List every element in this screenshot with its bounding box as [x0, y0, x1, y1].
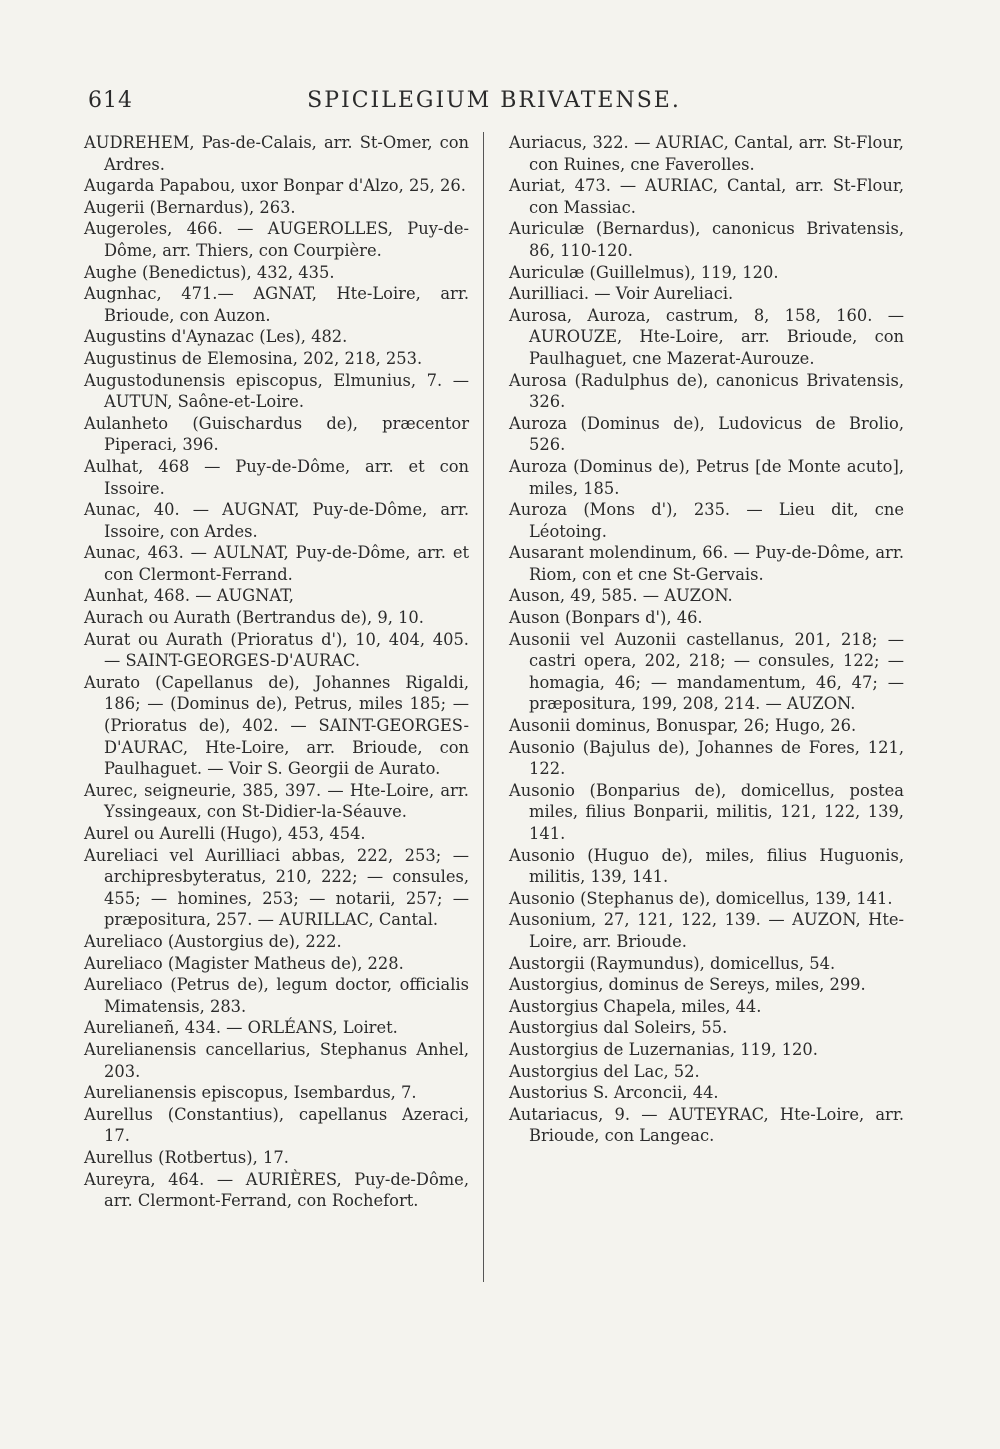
index-entry: Aureliaco (Austorgius de), 222.: [84, 931, 342, 951]
index-entry: Aughe (Benedictus), 432, 435.: [84, 262, 335, 282]
index-entry: Ausarant molendinum, 66. — Puy-de-Dôme, arr. Riom, con et cne St-Gervais.: [509, 543, 904, 584]
index-entry: Aunac, 40. — AUGNAT, Puy-de-Dôme, arr. Issoire, con Ardes.: [84, 500, 469, 541]
index-entry: Aurec, seigneurie, 385, 397. — Hte-Loire, arr. Yssingeaux, con St-Didier-la-Séauve.: [84, 780, 469, 822]
index-entry: Aurelianensis cancellarius, Stephanus Anhel, 203.: [84, 1039, 469, 1081]
index-entry: Auriacus, 322. — AURIAC, Cantal, arr. St-Flour, con Ruines, cne Faverolles.: [509, 133, 904, 174]
index-entry: Austorgius dal Soleirs, 55.: [509, 1018, 728, 1038]
index-entry: Ausonio (Stephanus de), domicellus, 139, 141.: [509, 888, 893, 908]
index-entry: Auroza (Mons d'), 235. — Lieu dit, cne Léotoing.: [509, 500, 904, 541]
index-entry: Aureliaci vel Aurilliaci abbas, 222, 253; — archipresbyteratus, 210, 222; — consules, 455; — homines, 253; — notarii, 257; — præpositura, 257. — AURILLAC, Cantal.: [84, 845, 469, 930]
index-entry: Augustins d'Aynazac (Les), 482.: [84, 327, 348, 347]
index-entry: Austorius S. Arconcii, 44.: [509, 1083, 719, 1103]
index-entry: Augnhac, 471.— AGNAT, Hte-Loire, arr. Brioude, con Auzon.: [84, 284, 469, 325]
index-entry: Aunac, 463. — AULNAT, Puy-de-Dôme, arr. et con Clermont-Ferrand.: [84, 543, 469, 584]
index-entry: Austorgius, dominus de Sereys, miles, 299.: [509, 975, 866, 995]
index-column-right: [509, 132, 904, 1147]
index-entry: Auriat, 473. — AURIAC, Cantal, arr. St-Flour, con Massiac.: [509, 176, 904, 217]
index-entry: Ausonio (Bajulus de), Johannes de Fores, 121, 122.: [509, 737, 904, 779]
column-divider: [483, 132, 484, 1282]
index-entry: Austorgius Chapela, miles, 44.: [509, 996, 762, 1016]
index-entry: Austorgius de Luzernanias, 119, 120.: [509, 1039, 818, 1059]
index-entry: Autariacus, 9. — AUTEYRAC, Hte-Loire, arr. Brioude, con Langeac.: [509, 1104, 904, 1146]
index-entry: Aurach ou Aurath (Bertrandus de), 9, 10.: [84, 608, 424, 628]
index-entry: Austorgius del Lac, 52.: [509, 1061, 700, 1081]
index-entry: Aurato (Capellanus de), Johannes Rigaldi, 186; — (Dominus de), Petrus, miles 185; — (Prioratus de), 402. — SAINT-GEORGES-D'AURAC, Hte-Loire, arr. Brioude, con Paulhaguet. — Voir S. Georgii de Aurato.: [84, 672, 469, 779]
index-entry: AUDREHEM, Pas-de-Calais, arr. St-Omer, con Ardres.: [84, 133, 469, 174]
index-entry: Aurellus (Constantius), capellanus Azeraci, 17.: [84, 1104, 469, 1146]
index-entry: Auroza (Dominus de), Petrus [de Monte acuto], miles, 185.: [509, 456, 904, 498]
index-entry: Augarda Papabou, uxor Bonpar d'Alzo, 25, 26.: [84, 176, 466, 196]
index-entry: Aureliaco (Magister Matheus de), 228.: [84, 953, 404, 973]
index-entry: Aunhat, 468. — AUGNAT,: [84, 586, 294, 606]
index-entry: Auson, 49, 585. — AUZON.: [509, 586, 733, 606]
index-entry: Ausonium, 27, 121, 122, 139. — AUZON, Hte-Loire, arr. Brioude.: [509, 910, 904, 951]
index-entry: Aulhat, 468 — Puy-de-Dôme, arr. et con Issoire.: [84, 456, 469, 498]
index-entry: Aurelianensis episcopus, Isembardus, 7.: [84, 1083, 417, 1103]
index-entry: Aureliaco (Petrus de), legum doctor, officialis Mimatensis, 283.: [84, 975, 469, 1016]
index-entry: Augeroles, 466. — AUGEROLLES, Puy-de-Dôme, arr. Thiers, con Courpière.: [84, 219, 469, 260]
index-entry: Aurosa (Radulphus de), canonicus Brivatensis, 326.: [509, 370, 904, 412]
index-entry: Ausonii dominus, Bonuspar, 26; Hugo, 26.: [509, 716, 857, 736]
index-entry: Auriculæ (Bernardus), canonicus Brivatensis, 86, 110-120.: [509, 219, 904, 260]
index-entry: Aurelianeñ, 434. — ORLÉANS, Loiret.: [84, 1018, 398, 1038]
index-entry: Aurel ou Aurelli (Hugo), 453, 454.: [84, 824, 366, 843]
index-entry: Austorgii (Raymundus), domicellus, 54.: [509, 953, 836, 973]
index-entry: Aurellus (Rotbertus), 17.: [84, 1147, 289, 1167]
index-entry: Auriculæ (Guillelmus), 119, 120.: [509, 262, 779, 282]
index-column-left: [84, 132, 469, 1212]
index-entry: Ausonio (Huguo de), miles, filius Huguonis, militis, 139, 141.: [509, 845, 904, 887]
index-entry: Ausonio (Bonparius de), domicellus, postea miles, filius Bonparii, militis, 121, 122, 139, 141.: [509, 780, 904, 843]
page-number: 614: [88, 88, 133, 113]
index-entry: Auson (Bonpars d'), 46.: [509, 608, 703, 628]
index-entry: Aulanheto (Guischardus de), præcentor Piperaci, 396.: [84, 413, 469, 455]
index-entry: Augustodunensis episcopus, Elmunius, 7. — AUTUN, Saône-et-Loire.: [84, 370, 469, 412]
running-title: SPICILEGIUM BRIVATENSE.: [307, 88, 681, 113]
index-entry: Auroza (Dominus de), Ludovicus de Brolio, 526.: [509, 413, 904, 455]
index-entry: Ausonii vel Auzonii castellanus, 201, 218; — castri opera, 202, 218; — consules, 122; — homagia, 46; — mandamentum, 46, 47; — præpositura, 199, 208, 214. — AUZON.: [509, 629, 904, 714]
index-entry: Aureyra, 464. — AURIÈRES, Puy-de-Dôme, arr. Clermont-Ferrand, con Rochefort.: [84, 1169, 469, 1211]
page-header: [88, 88, 900, 128]
index-entry: Aurilliaci. — Voir Aureliaci.: [509, 284, 734, 304]
index-entry: Aurat ou Aurath (Prioratus d'), 10, 404, 405. — SAINT-GEORGES-D'AURAC.: [84, 629, 469, 671]
index-entry: Augerii (Bernardus), 263.: [84, 197, 296, 217]
index-entry: Aurosa, Auroza, castrum, 8, 158, 160. — AUROUZE, Hte-Loire, arr. Brioude, con Paulhaguet, cne Mazerat-Aurouze.: [509, 305, 904, 368]
index-entry: Augustinus de Elemosina, 202, 218, 253.: [84, 348, 423, 368]
